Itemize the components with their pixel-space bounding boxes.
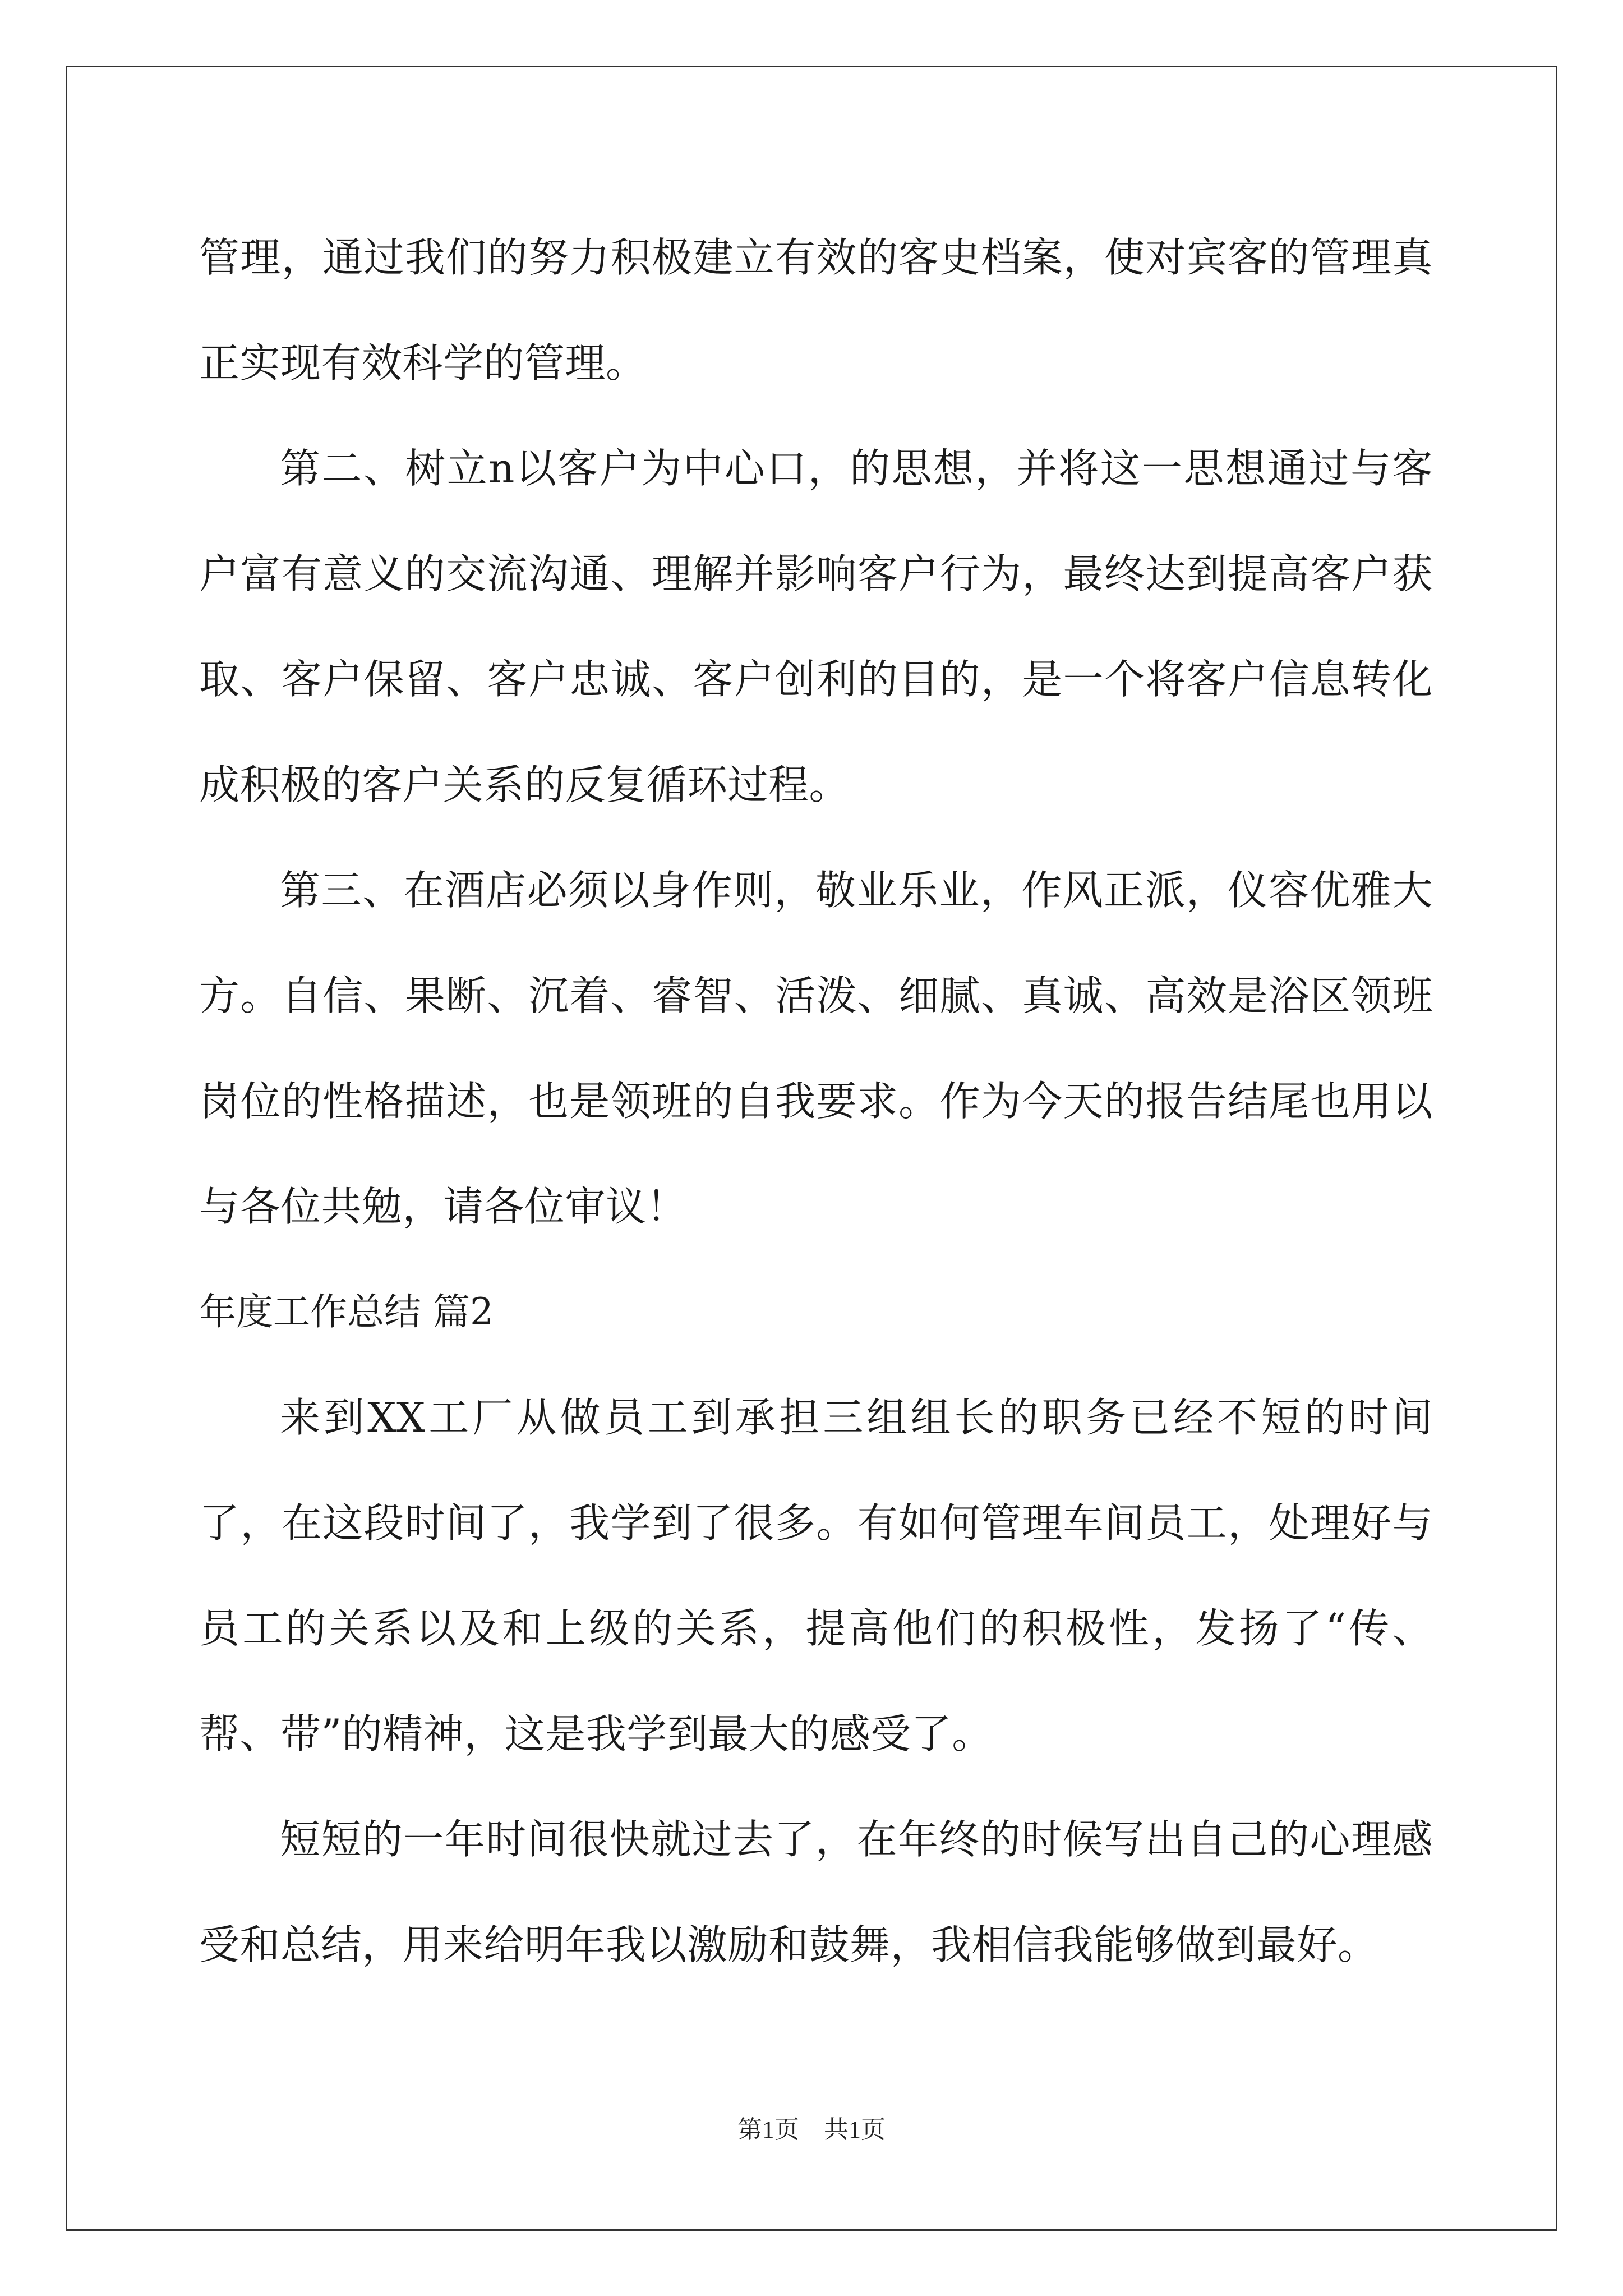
document-body — [199, 205, 1433, 1998]
paragraph-3: 第三、在酒店必须以身作则，敬业乐业，作风正派，仪容优雅大方。自信、果断、沉着、睿智、活泼、细腻、真诚、高效是浴区领班岗位的性格描述，也是领班的自我要求。作为今天的报告结尾也用以与各位共勉，请各位审议！ — [199, 867, 1433, 1230]
paragraph-2: 第二、树立n以客户为中心口，的思想，并将这一思想通过与客户富有意义的交流沟通、理解并影响客户行为，最终达到提高客户获取、客户保留、客户忠诚、客户创利的目的，是一个将客户信息转化成积极的客户关系的反复循环过程。 — [199, 445, 1433, 808]
page-footer: 第1页 共1页 — [737, 2116, 886, 2143]
paragraph-1: 管理，通过我们的努力积极建立有效的客史档案，使对宾客的管理真正实现有效科学的管理。 — [199, 234, 1433, 386]
paragraph-4: 来到XX工厂从做员工到承担三组组长的职务已经不短的时间了，在这段时间了，我学到了很多。有如何管理车间员工，处理好与员工的关系以及和上级的关系，提高他们的积极性，发扬了“传、帮、带”的精神，这是我学到最大的感受了。 — [199, 1394, 1433, 1757]
section-heading: 年度工作总结 篇2 — [199, 1290, 494, 1333]
paragraph-5: 短短的一年时间很快就过去了，在年终的时候写出自己的心理感受和总结，用来给明年我以激励和鼓舞，我相信我能够做到最好。 — [199, 1816, 1433, 1968]
